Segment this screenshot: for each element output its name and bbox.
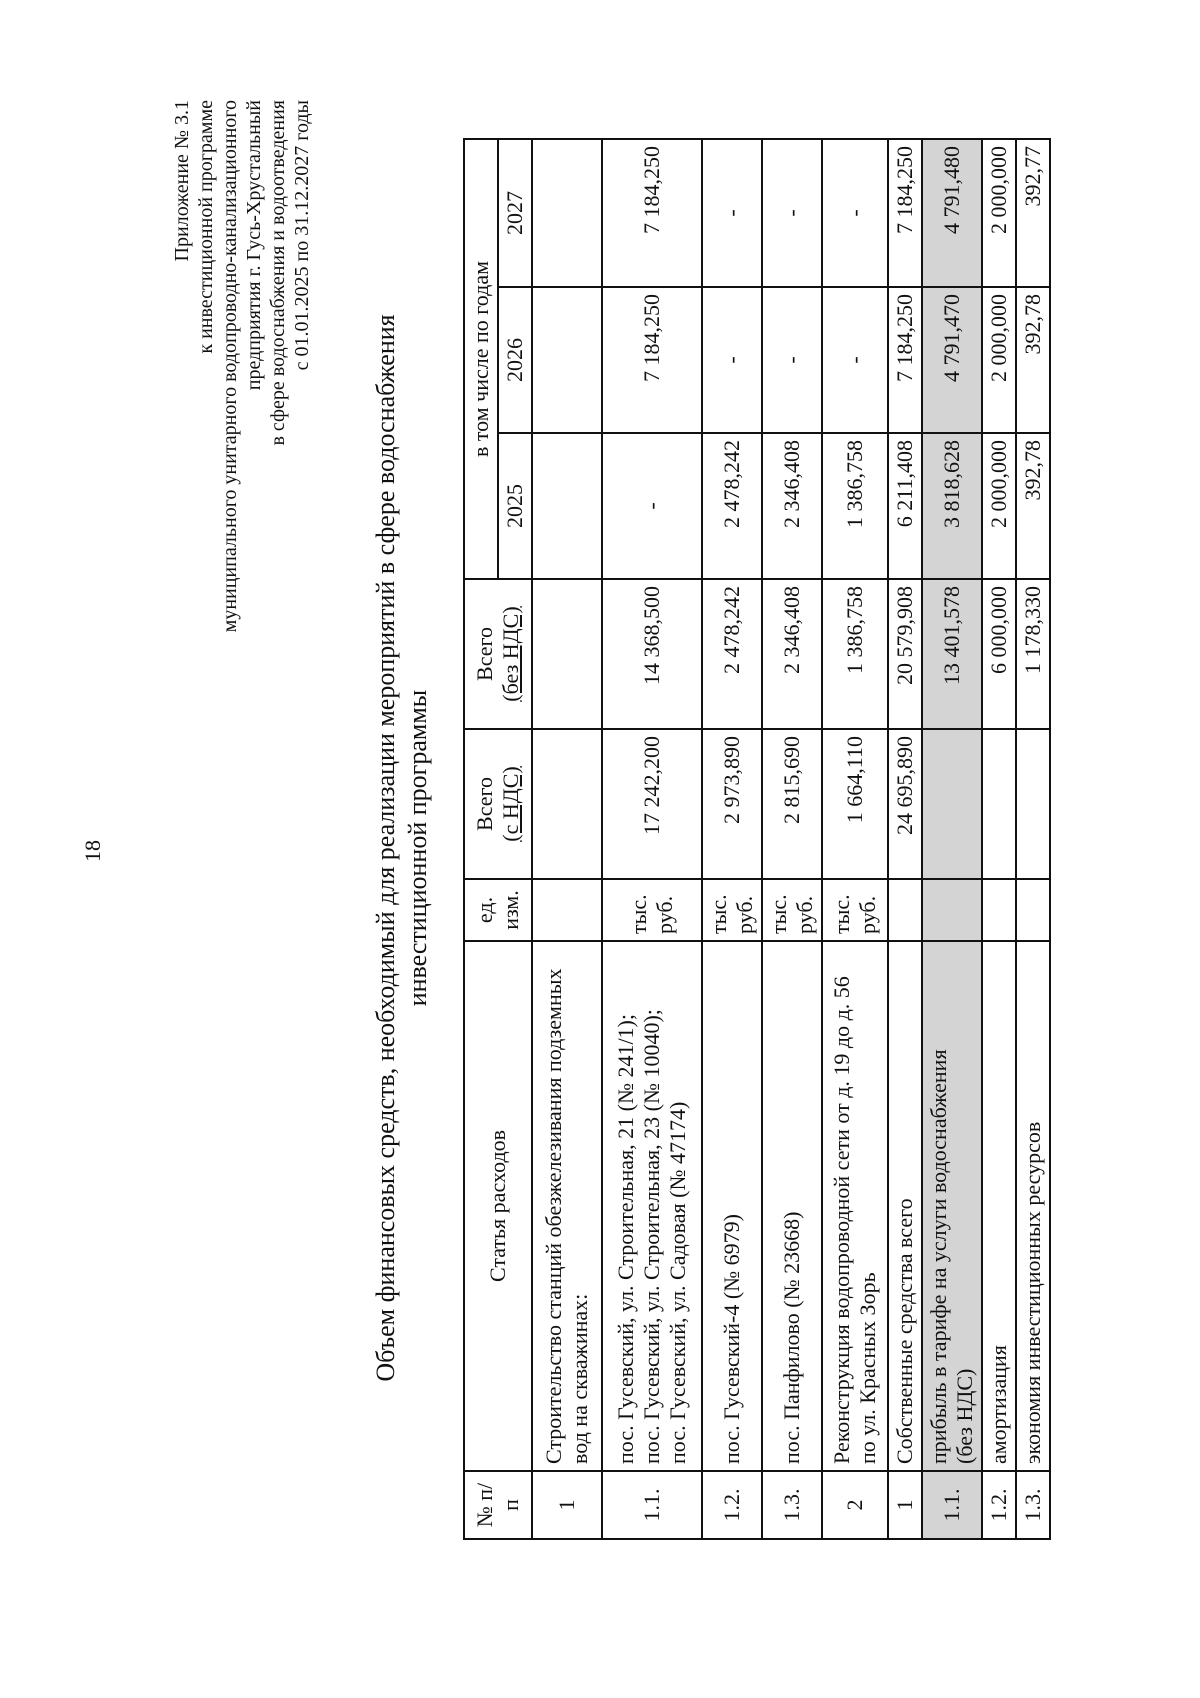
cell-2025: 2 000,000 bbox=[982, 433, 1016, 579]
cell-unit bbox=[982, 879, 1016, 941]
page-number: 18 bbox=[80, 840, 105, 862]
cell-2026: - bbox=[762, 287, 822, 433]
appendix-line: предприятия г. Гусь-Хрустальный bbox=[243, 100, 265, 391]
cell-novat: 14 368,500 bbox=[602, 579, 702, 729]
cell-item-line: прибыль в тарифе на услуги водоснабжения bbox=[926, 1049, 951, 1464]
cell-novat: 13 401,578 bbox=[922, 579, 982, 729]
cell-2026: - bbox=[702, 287, 762, 433]
cell-vat: 2 815,690 bbox=[762, 729, 822, 879]
header-total-vat bbox=[464, 729, 532, 879]
cell-2025 bbox=[532, 433, 602, 579]
cell-item-line: пос. Панфилово (№ 23668) bbox=[779, 1211, 804, 1464]
cell-vat bbox=[532, 729, 602, 879]
cell-item-line: (без НДС) bbox=[952, 1368, 977, 1464]
header-item: Статья расходов bbox=[464, 941, 532, 1471]
cell-2025: 3 818,628 bbox=[922, 433, 982, 579]
cell-num: 1.1. bbox=[922, 1471, 982, 1539]
header-by-years: в том числе по годам bbox=[464, 139, 498, 579]
cell-2027: 392,77 bbox=[1016, 139, 1050, 287]
table-row bbox=[532, 139, 602, 1539]
table-row bbox=[888, 139, 922, 1539]
cell-unit bbox=[922, 879, 982, 941]
cell-2025: 1 386,758 bbox=[822, 433, 888, 579]
table-row bbox=[762, 139, 822, 1539]
title-line: Объем финансовых средств, необходимый для реализации мероприятий в сфере водоснабжения bbox=[371, 314, 400, 1382]
cell-num: 1 bbox=[532, 1471, 602, 1539]
cell-item bbox=[702, 941, 762, 1471]
cell-num: 1.3. bbox=[762, 1471, 822, 1539]
cell-2026 bbox=[532, 287, 602, 433]
header-total-novat bbox=[464, 579, 532, 729]
cell-2025: 392,78 bbox=[1016, 433, 1050, 579]
cell-novat: 2 346,408 bbox=[762, 579, 822, 729]
cell-item-line: пос. Гусевский, ул. Строительная, 23 (№ 10040); bbox=[639, 1009, 664, 1464]
table-row bbox=[822, 139, 888, 1539]
cell-2026: - bbox=[822, 287, 888, 433]
table-header-row bbox=[464, 139, 498, 1539]
cell-vat: 17 242,200 bbox=[602, 729, 702, 879]
cell-2027: 7 184,250 bbox=[888, 139, 922, 287]
cell-num: 2 bbox=[822, 1471, 888, 1539]
appendix-caption bbox=[170, 100, 314, 632]
header-year-2025: 2025 bbox=[498, 433, 532, 579]
cell-num: 1.3. bbox=[1016, 1471, 1050, 1539]
cell-vat: 2 973,890 bbox=[702, 729, 762, 879]
cell-novat: 1 178,330 bbox=[1016, 579, 1050, 729]
header-year-2027: 2027 bbox=[498, 139, 532, 287]
appendix-line: муниципального унитарного водопроводно-канализационного bbox=[219, 100, 241, 633]
cell-num: 1.2. bbox=[982, 1471, 1016, 1539]
cell-2025: 6 211,408 bbox=[888, 433, 922, 579]
cell-2027: 4 791,480 bbox=[922, 139, 982, 287]
title-line: инвестиционной программы bbox=[403, 689, 432, 1007]
cell-vat bbox=[982, 729, 1016, 879]
header-year-2026: 2026 bbox=[498, 287, 532, 433]
cell-novat: 1 386,758 bbox=[822, 579, 888, 729]
cell-item bbox=[822, 941, 888, 1471]
table-row bbox=[702, 139, 762, 1539]
cell-item bbox=[1016, 941, 1050, 1471]
cell-2025: 2 346,408 bbox=[762, 433, 822, 579]
cell-2027: 7 184,250 bbox=[602, 139, 702, 287]
cell-item-line: Реконструкция водопроводной сети от д. 19 до д. 56 bbox=[829, 976, 854, 1464]
cell-item bbox=[532, 941, 602, 1471]
cell-vat bbox=[922, 729, 982, 879]
cell-2026: 392,78 bbox=[1016, 287, 1050, 433]
cell-item bbox=[762, 941, 822, 1471]
cell-2025: 2 478,242 bbox=[702, 433, 762, 579]
appendix-line: с 01.01.2025 по 31.12.2027 годы bbox=[291, 100, 313, 371]
cell-novat bbox=[532, 579, 602, 729]
cell-num: 1.1. bbox=[602, 1471, 702, 1539]
cell-item-line: пос. Гусевский-4 (№ 6979) bbox=[719, 1214, 744, 1464]
cell-item-line: амортизация bbox=[986, 1345, 1011, 1464]
cell-2027: 2 000,000 bbox=[982, 139, 1016, 287]
cell-item bbox=[888, 941, 922, 1471]
cell-unit bbox=[532, 879, 602, 941]
cell-unit: тыс. руб. bbox=[602, 879, 702, 941]
header-total-vat-line2: (с НДС) bbox=[498, 766, 523, 842]
cell-item-line: вод на скважинах: bbox=[567, 1293, 592, 1464]
cell-unit bbox=[888, 879, 922, 941]
cell-num: 1.2. bbox=[702, 1471, 762, 1539]
table-row-highlighted bbox=[922, 139, 982, 1539]
cell-unit: тыс. руб. bbox=[822, 879, 888, 941]
document-title bbox=[370, 148, 434, 1548]
cell-2027: - bbox=[702, 139, 762, 287]
appendix-line: Приложение № 3.1 bbox=[171, 100, 193, 262]
cell-2026: 7 184,250 bbox=[888, 287, 922, 433]
cell-item-line: экономия инвестиционных ресурсов bbox=[1020, 1121, 1045, 1464]
cell-novat: 2 478,242 bbox=[702, 579, 762, 729]
cell-item-line: Собственные средства всего bbox=[892, 1198, 917, 1464]
table-row bbox=[602, 139, 702, 1539]
cell-2027: - bbox=[762, 139, 822, 287]
cell-num: 1 bbox=[888, 1471, 922, 1539]
table-row bbox=[1016, 139, 1050, 1539]
cell-novat: 6 000,000 bbox=[982, 579, 1016, 729]
cell-2026: 7 184,250 bbox=[602, 287, 702, 433]
cell-unit bbox=[1016, 879, 1050, 941]
cell-vat: 1 664,110 bbox=[822, 729, 888, 879]
cell-item-line: по ул. Красных Зорь bbox=[855, 1272, 880, 1464]
cell-vat bbox=[1016, 729, 1050, 879]
cell-novat: 20 579,908 bbox=[888, 579, 922, 729]
cell-unit: тыс. руб. bbox=[702, 879, 762, 941]
cell-item bbox=[602, 941, 702, 1471]
cell-2025: - bbox=[602, 433, 702, 579]
header-total-novat-line2: (без НДС) bbox=[498, 606, 523, 702]
cell-vat: 24 695,890 bbox=[888, 729, 922, 879]
financing-table bbox=[463, 138, 1051, 1540]
cell-2027 bbox=[532, 139, 602, 287]
header-num: № п/п bbox=[464, 1471, 532, 1539]
cell-item bbox=[922, 941, 982, 1471]
header-total-novat-line1: Всего bbox=[472, 627, 497, 681]
header-total-vat-line1: Всего bbox=[472, 777, 497, 831]
header-unit: ед. изм. bbox=[464, 879, 532, 941]
cell-item-line: пос. Гусевский, ул. Строительная, 21 (№ 241/1); bbox=[613, 1014, 638, 1464]
cell-item-line: пос. Гусевский, ул. Садовая (№ 47174) bbox=[665, 1101, 690, 1464]
cell-unit: тыс. руб. bbox=[762, 879, 822, 941]
appendix-line: в сфере водоснабжения и водоотведения bbox=[267, 100, 289, 446]
cell-2026: 2 000,000 bbox=[982, 287, 1016, 433]
cell-item-line: Строительство станций обезжелезивания подземных bbox=[541, 968, 566, 1464]
cell-2027: - bbox=[822, 139, 888, 287]
cell-2026: 4 791,470 bbox=[922, 287, 982, 433]
table-row bbox=[982, 139, 1016, 1539]
cell-item bbox=[982, 941, 1016, 1471]
appendix-line: к инвестиционной программе bbox=[195, 100, 217, 354]
